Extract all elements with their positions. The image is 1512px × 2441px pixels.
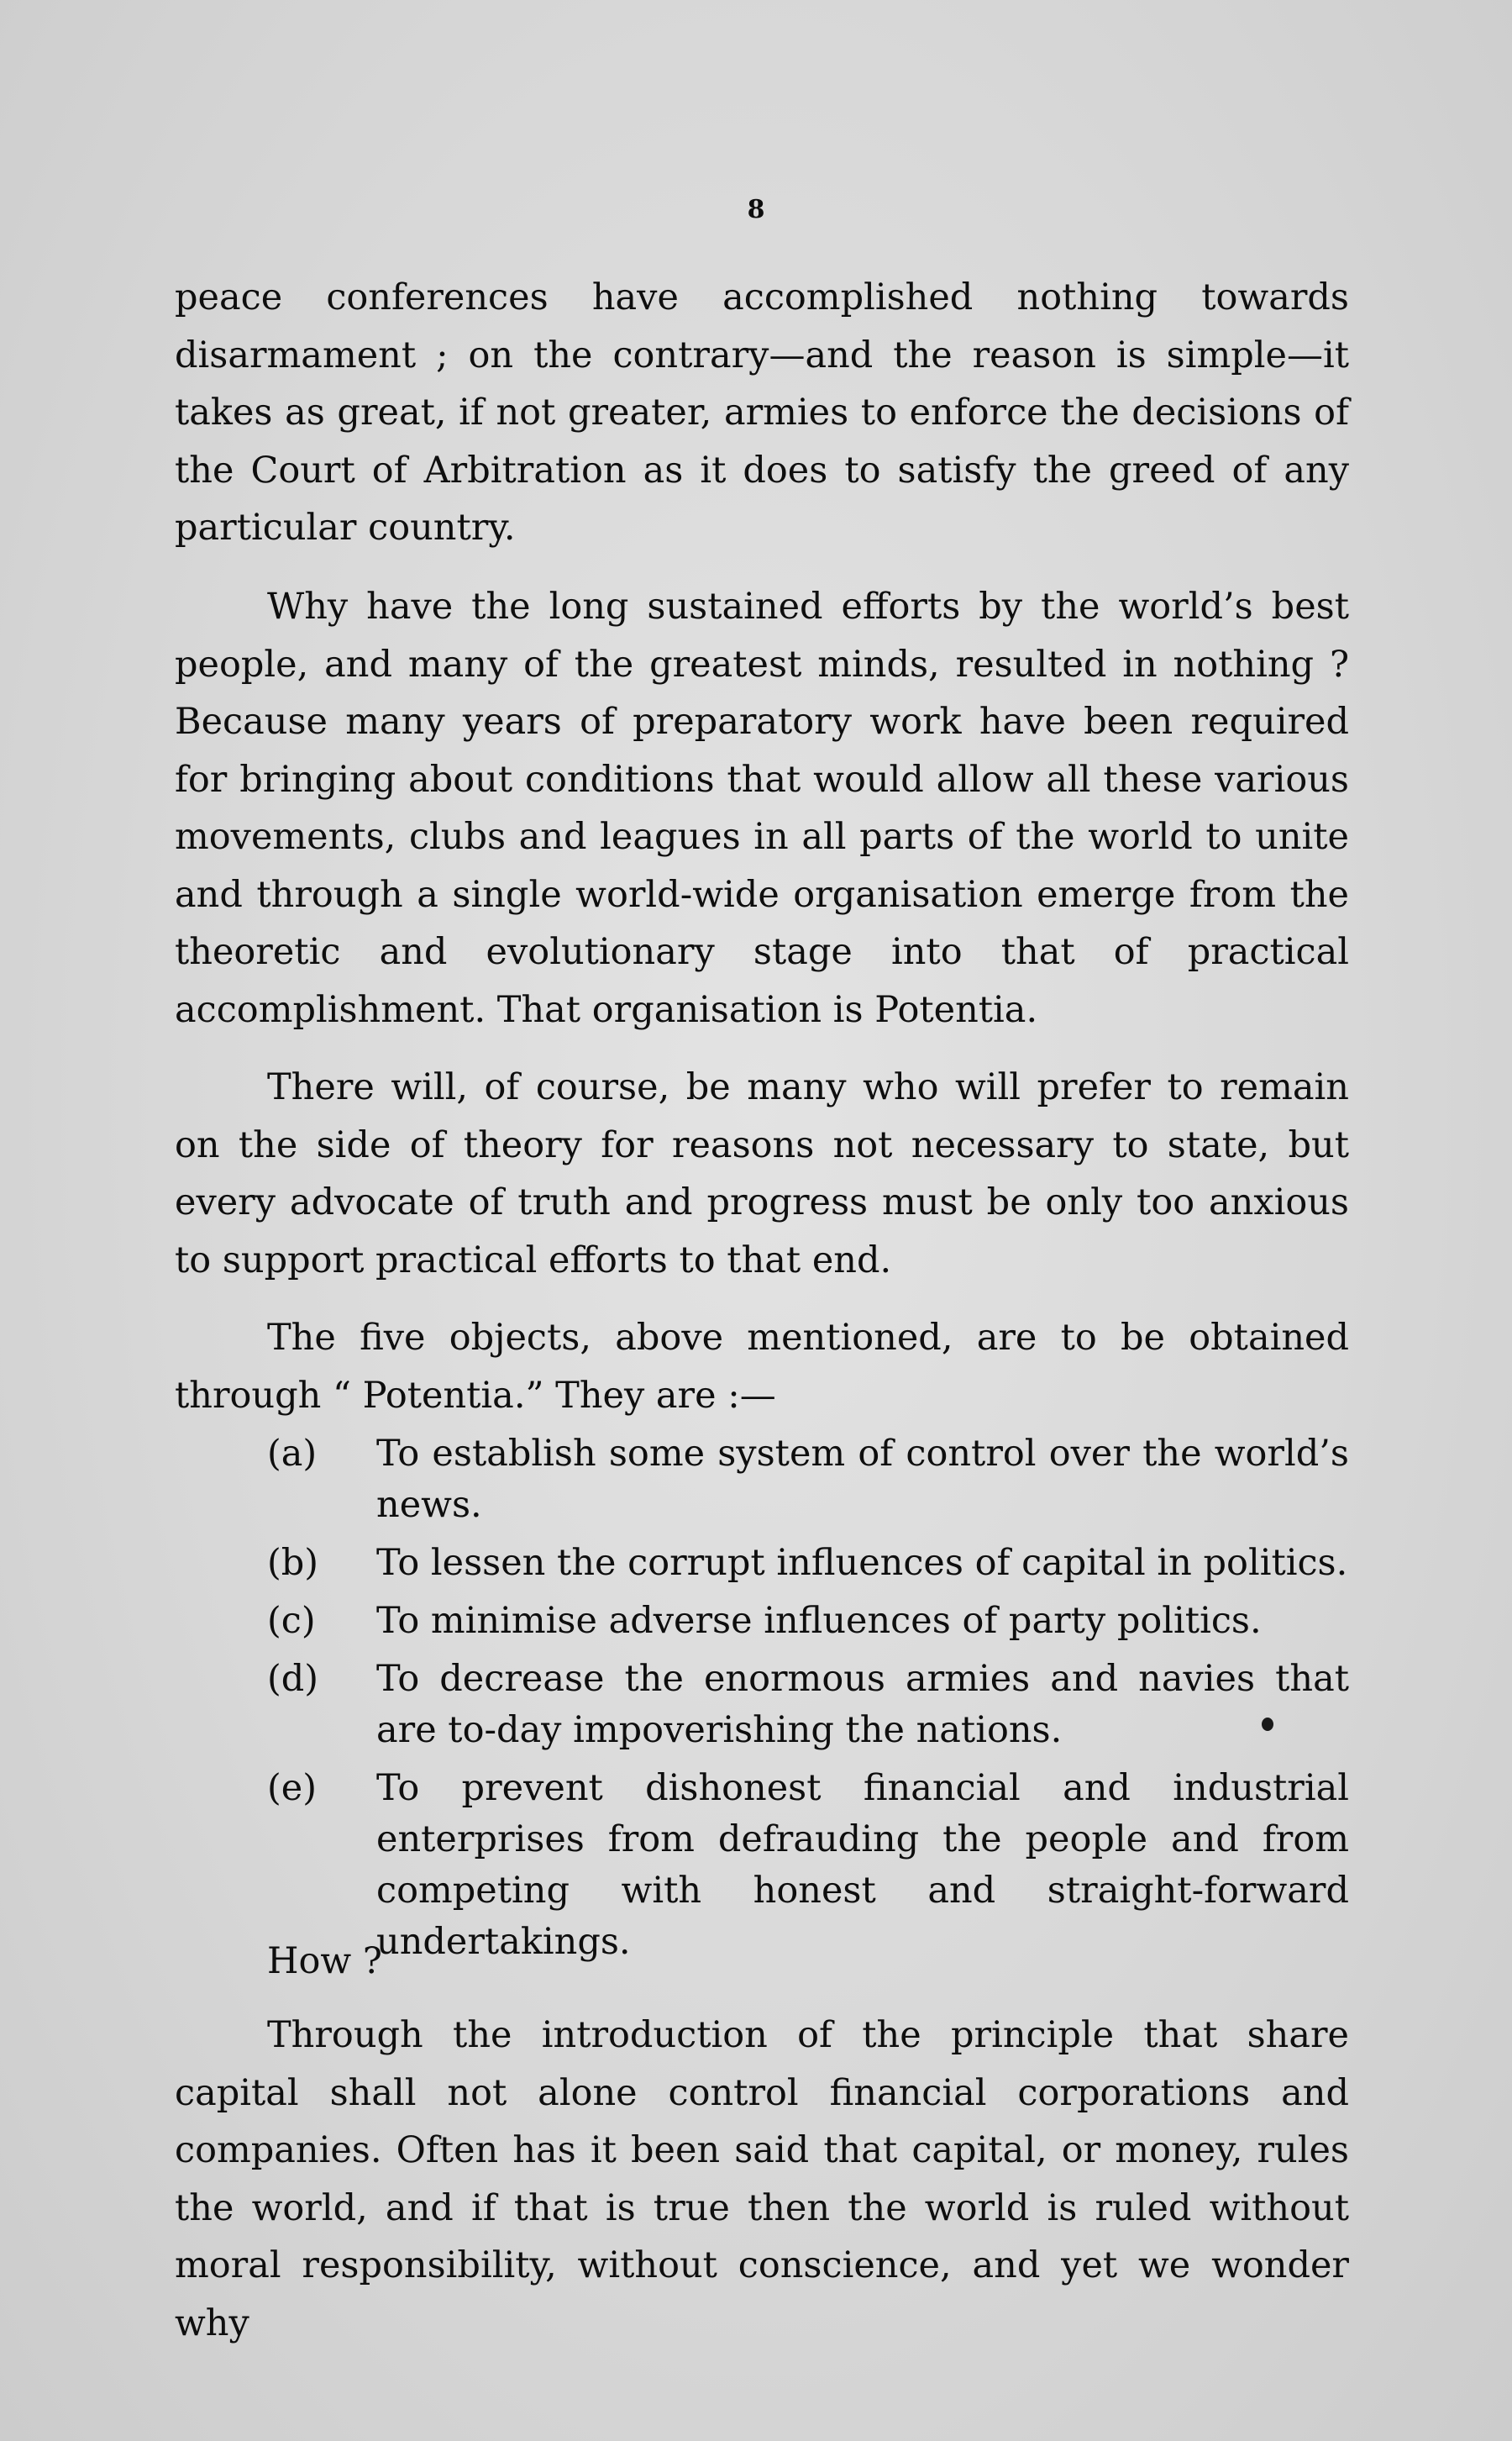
paragraph-1: peace conferences have accomplished nothing towards disarmament ; on the contrary—and the reason is simple—it takes as great, if not greater, armies to enforce the decisions of the Court of Arbitration as it does to satisfy the greed of any particular country. — [175, 276, 1349, 549]
paragraph-2: Why have the long sustained efforts by the world’s best people, and many of the greatest minds, resulted in nothing ? Because many years of preparatory work have been required for bringing about conditions that would allow all these various movements, clubs and leagues in all parts of the world to unite and through a single world-wide organisation emerge from the theoretic and evolutionary stage into that of practical accomplishment. That organisation is Potentia. — [175, 586, 1349, 1031]
list-item — [267, 1596, 1349, 1647]
list-item — [267, 1538, 1349, 1589]
list-item-text: To prevent dishonest financial and industrial enterprises from defrauding the people and from competing with honest and straight-forward undertakings. — [376, 1767, 1349, 1963]
page-number: 8 — [747, 195, 765, 224]
paragraph-2-block — [175, 578, 1349, 1039]
list-item-marker: (d) — [267, 1658, 319, 1700]
closing-paragraph: Through the introduction of the principle that share capital shall not alone control financial corporations and companies. Often has it been said that capital, or money, rules the world, and if that is true then the world is ruled without moral responsibility, without conscience, and yet we wonder why — [175, 2014, 1349, 2344]
list-item-marker: (c) — [267, 1600, 316, 1642]
list-item — [267, 1428, 1349, 1531]
paragraph-4: The five objects, above mentioned, are to be obtained through “ Potentia.” They are :— — [175, 1317, 1349, 1417]
list-item-text: To establish some system of control over the world’s news. — [376, 1433, 1349, 1526]
paragraph-4-block — [175, 1309, 1349, 1424]
ink-speck — [1262, 1718, 1273, 1731]
list-item-marker: (a) — [267, 1433, 318, 1475]
paragraph-1-block — [175, 269, 1349, 557]
list-item-marker: (b) — [267, 1542, 319, 1584]
list-item-text: To decrease the enormous armies and navies that are to-day impoverishing the nations. — [376, 1658, 1349, 1751]
list-item-text: To lessen the corrupt influences of capital in politics. — [376, 1542, 1348, 1584]
paragraph-3-block — [175, 1059, 1349, 1289]
how-heading: How ? — [267, 1940, 382, 1982]
paragraph-3: There will, of course, be many who will prefer to remain on the side of theory for reasons not necessary to state, but every advocate of truth and progress must be only too anxious to support practical efforts to that end. — [175, 1066, 1349, 1281]
objects-list — [267, 1428, 1349, 1975]
list-item-marker: (e) — [267, 1767, 317, 1809]
list-item — [267, 1654, 1349, 1756]
closing-paragraph-block — [175, 2007, 1349, 2352]
list-item-text: To minimise adverse influences of party politics. — [376, 1600, 1262, 1642]
list-item — [267, 1763, 1349, 1968]
